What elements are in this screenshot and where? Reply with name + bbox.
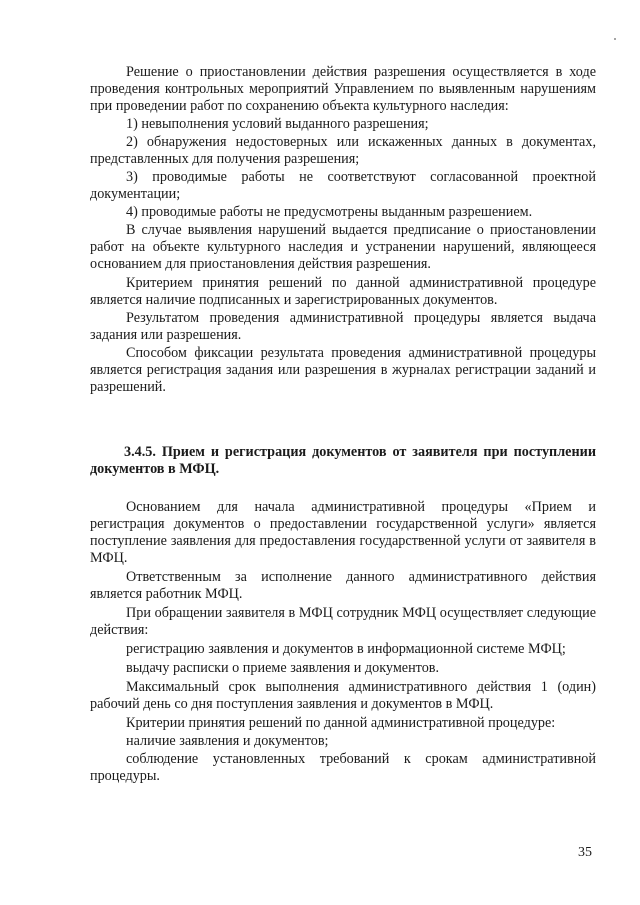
paragraph-max-term: Максимальный срок выполнения административного действия 1 (один) рабочий день со дня поступления заявления и документов в МФЦ. [90,679,596,712]
paragraph-criteria-item-1: наличие заявления и документов; [126,733,329,749]
section-procedure-suspension [90,64,596,396]
paragraph-result: Результатом проведения административной процедуры является выдача задания или разрешения. [90,310,596,343]
paragraph-actions-intro: При обращении заявителя в МФЦ сотрудник МФЦ осуществляет следующие действия: [90,605,596,638]
section-heading [90,444,596,478]
paragraph-basis: Основанием для начала административной процедуры «Прием и регистрация документов о предоставлении государственной услуги» является поступление заявления для предоставления государственной услуги от заявителя в МФЦ. [90,499,596,566]
paragraph-fixation-method: Способом фиксации результата проведения административной процедуры является регистрация задания или разрешения в журналах регистрации заданий и разрешений. [90,345,596,395]
scan-speck [614,38,616,40]
paragraph-decision-criteria: Критерием принятия решений по данной административной процедуре является наличие подписанных и зарегистрированных документов. [90,275,596,308]
list-item-3: 3) проводимые работы не соответствуют согласованной проектной документации; [90,169,596,202]
paragraph-registration: регистрацию заявления и документов в информационной системе МФЦ; [126,641,566,657]
section-title: 3.4.5. Прием и регистрация документов от заявителя при поступлении документов в МФЦ. [90,444,596,477]
paragraph-criteria-item-2: соблюдение установленных требований к срокам административной процедуры. [90,751,596,784]
paragraph-criteria: Критерии принятия решений по данной административной процедуре: [126,715,556,731]
paragraph-prescription: В случае выявления нарушений выдается предписание о приостановлении работ на объекте культурного наследия и устранении нарушений, являющееся основанием для приостановления действия разрешения. [90,222,596,272]
list-item-4: 4) проводимые работы не предусмотрены выданным разрешением. [126,204,533,220]
paragraph-responsible: Ответственным за исполнение данного административного действия является работник МФЦ. [90,569,596,602]
list-item-1: 1) невыполнения условий выданного разрешения; [126,116,429,132]
page-number: 35 [578,845,592,860]
list-item-2: 2) обнаружения недостоверных или искаженных данных в документах, представленных для получения разрешения; [90,134,596,167]
section-mfc-reception [90,499,596,785]
paragraph-suspension-decision: Решение о приостановлении действия разрешения осуществляется в ходе проведения контрольных мероприятий Управлением по выявленным нарушениям при проведении работ по сохранению объекта культурного наследия: [90,64,596,114]
paragraph-receipt: выдачу расписки о приеме заявления и документов. [126,660,440,676]
